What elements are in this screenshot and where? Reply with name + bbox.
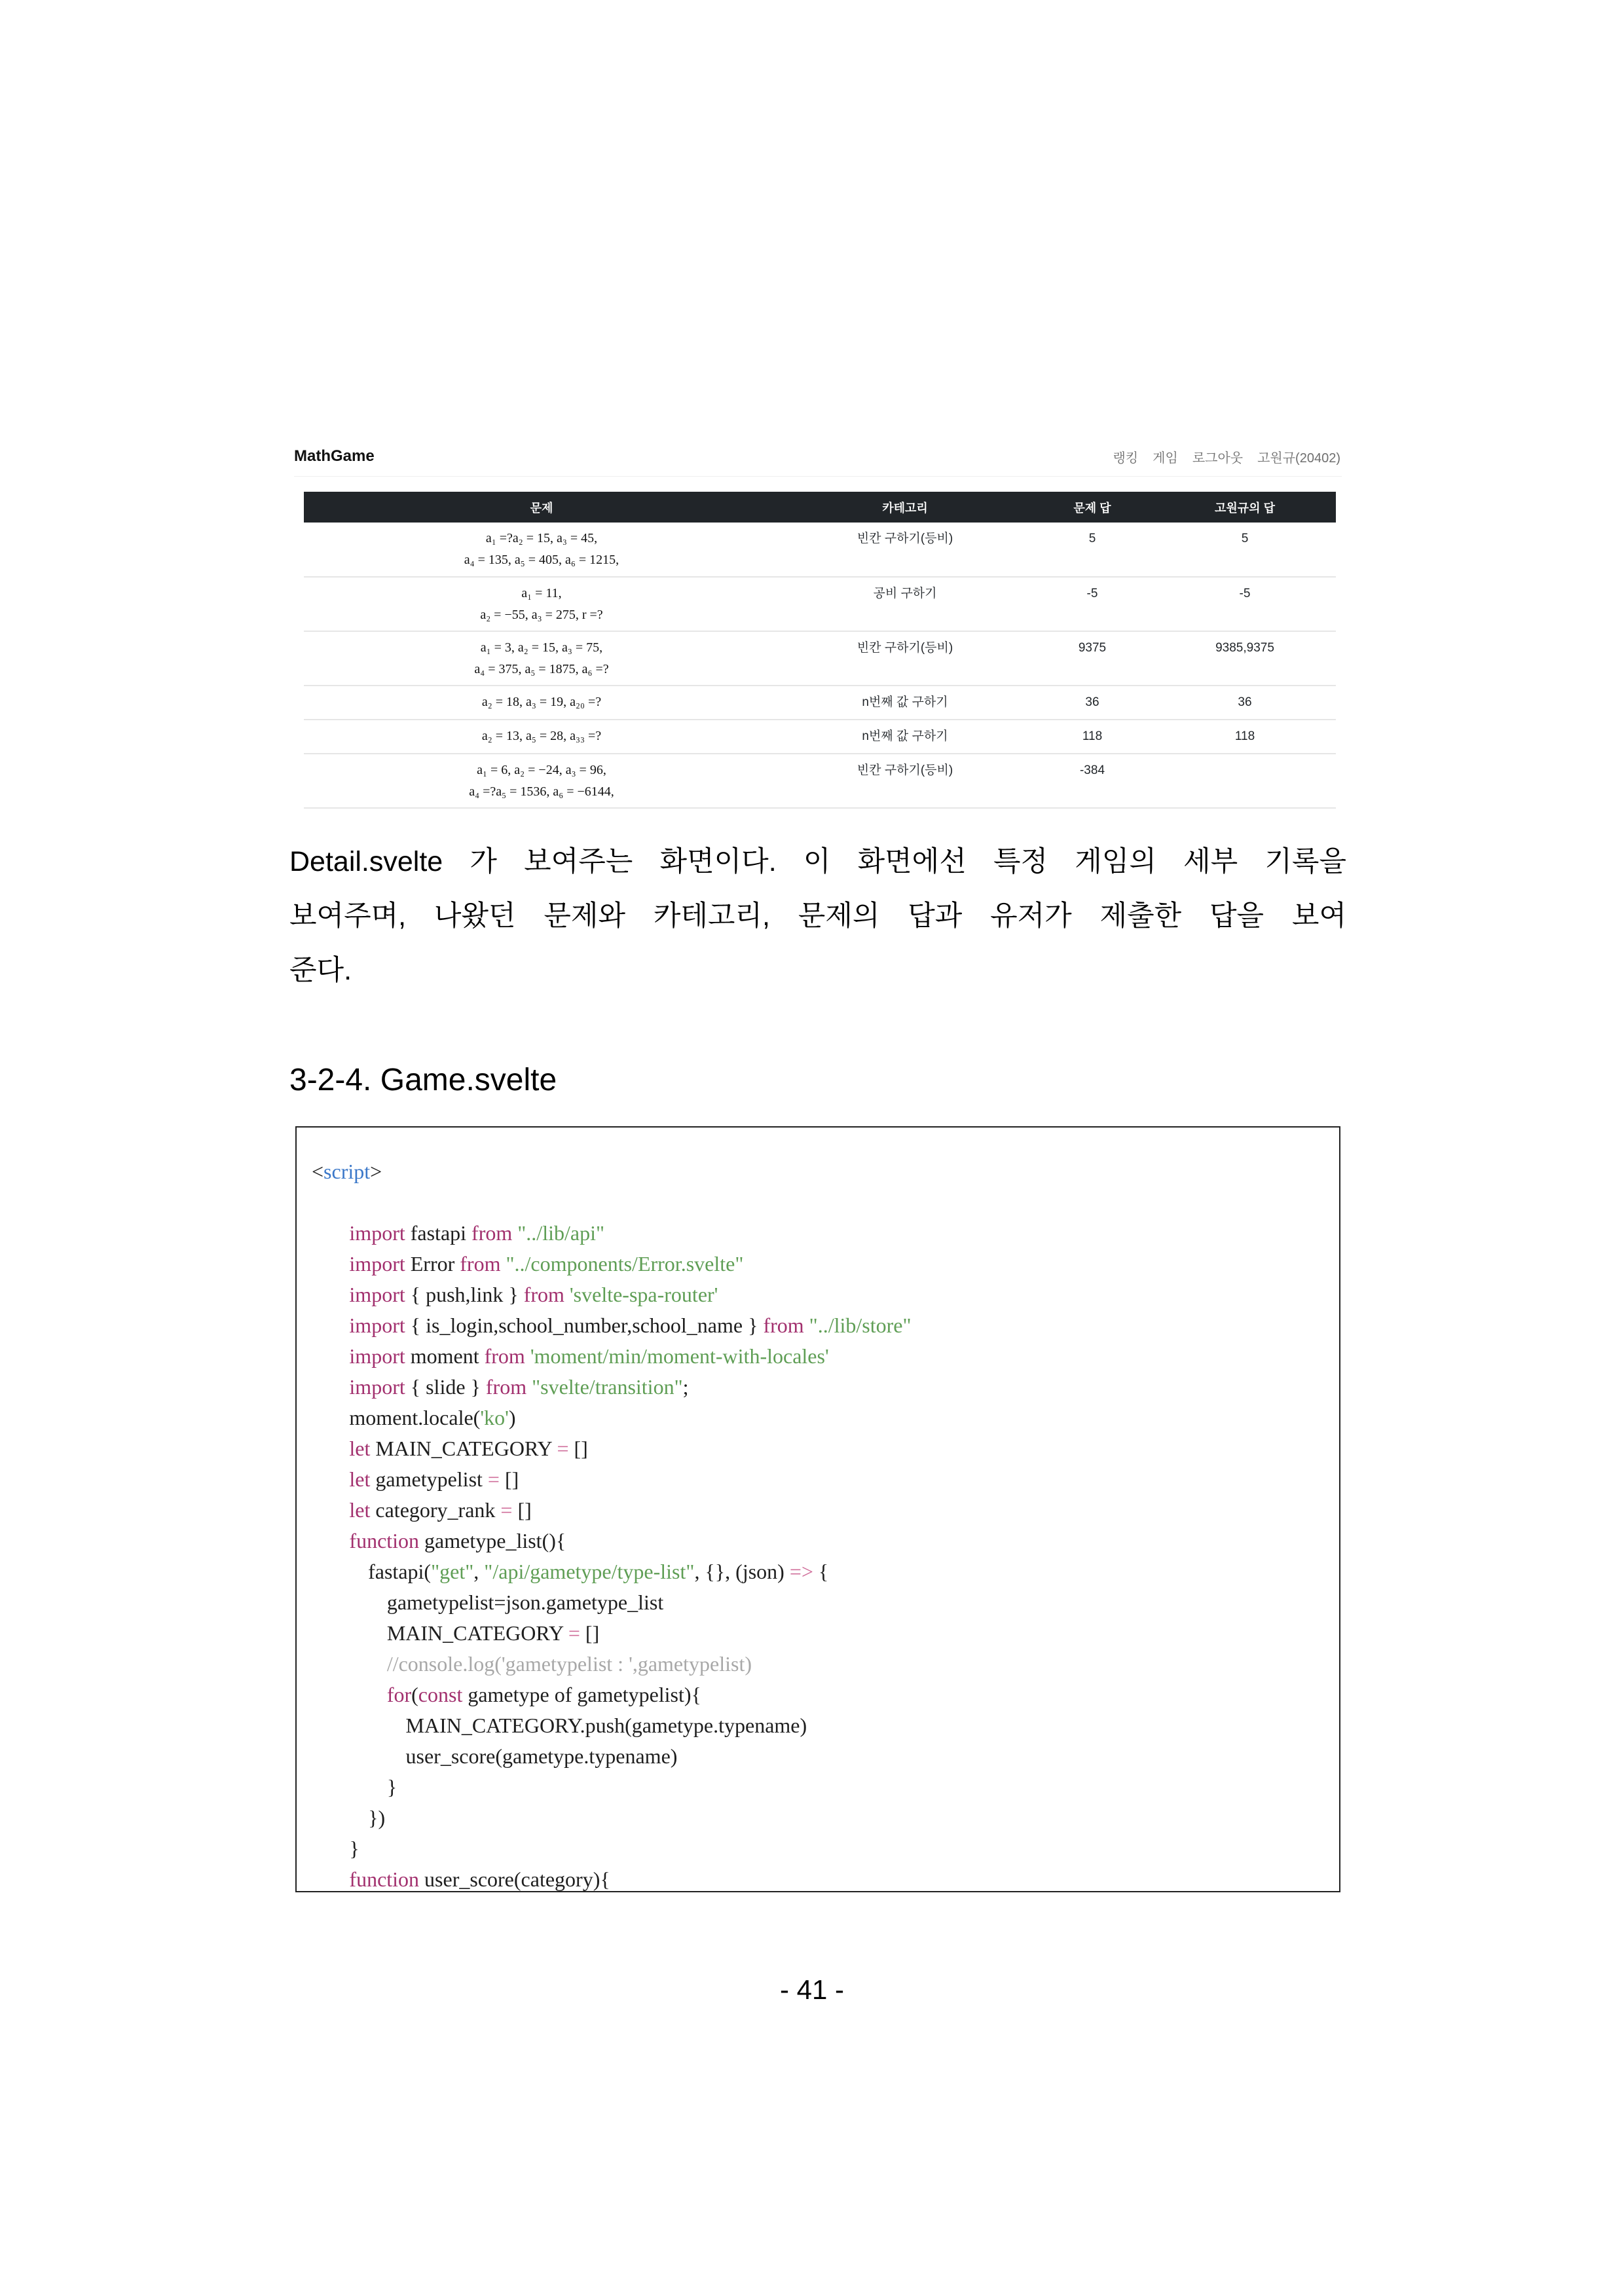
code-token: [] bbox=[499, 1467, 519, 1491]
problem-cell bbox=[304, 577, 779, 631]
answer-cell: 118 bbox=[1031, 720, 1154, 754]
problem-formula-line: a₂ = 18, a₃ = 19, a₂₀ =? bbox=[481, 695, 602, 709]
code-token: //console.log('gametypelist : ',gametypelist) bbox=[312, 1652, 752, 1676]
code-token: fastapi bbox=[405, 1221, 472, 1245]
code-token: } bbox=[312, 1775, 397, 1799]
code-token: [] bbox=[580, 1621, 600, 1645]
code-token: "../lib/api" bbox=[517, 1221, 605, 1245]
code-token: gametype of gametypelist){ bbox=[462, 1683, 701, 1706]
code-line bbox=[312, 1403, 1339, 1433]
problem-formula-line: a₁ = 3, a₂ = 15, a₃ = 75, bbox=[480, 640, 603, 655]
code-token: user_score(category){ bbox=[419, 1867, 610, 1891]
code-token: MAIN_CATEGORY.push(gametype.typename) bbox=[312, 1714, 807, 1737]
code-line bbox=[312, 1741, 1339, 1772]
nav-link-game[interactable]: 게임 bbox=[1153, 450, 1178, 466]
user-answer-cell: -5 bbox=[1154, 577, 1336, 631]
code-token: "/api/gametype/type-list" bbox=[484, 1560, 695, 1583]
code-token: [] bbox=[568, 1437, 588, 1460]
nav-links bbox=[1113, 447, 1340, 466]
code-token: = bbox=[568, 1621, 580, 1645]
problem-formula-line: a₄ =?a₅ = 1536, a₆ = −6144, bbox=[469, 784, 614, 799]
code-line bbox=[312, 1526, 1339, 1556]
code-token: function bbox=[312, 1529, 420, 1552]
nav-user-name[interactable]: 고원규(20402) bbox=[1257, 450, 1340, 466]
code-token: { slide } bbox=[405, 1375, 486, 1399]
code-token: const bbox=[418, 1683, 463, 1706]
table-head bbox=[304, 492, 1336, 523]
category-cell: n번째 값 구하기 bbox=[779, 686, 1031, 720]
category-cell: 공비 구하기 bbox=[779, 577, 1031, 631]
code-token: ; bbox=[682, 1375, 689, 1399]
code-line bbox=[312, 1772, 1339, 1803]
code-token: from bbox=[484, 1344, 525, 1368]
code-token: { bbox=[813, 1560, 829, 1583]
table-row bbox=[304, 523, 1336, 577]
problem-formula-line: a₂ = −55, a₃ = 275, r =? bbox=[480, 608, 603, 622]
answer-cell: 5 bbox=[1031, 523, 1154, 577]
user-answer-cell: 5 bbox=[1154, 523, 1336, 577]
code-line bbox=[312, 1649, 1339, 1680]
header-user-answer: 고원규의 답 bbox=[1154, 492, 1336, 523]
code-token: import bbox=[312, 1252, 405, 1276]
code-token: let bbox=[312, 1467, 371, 1491]
code-token: } bbox=[312, 1837, 360, 1860]
code-line bbox=[312, 1187, 1339, 1218]
code-line bbox=[312, 1341, 1339, 1372]
code-token: }) bbox=[312, 1806, 386, 1829]
category-cell: 빈칸 구하기(등비) bbox=[779, 523, 1031, 577]
code-line bbox=[312, 1433, 1339, 1464]
code-token: MAIN_CATEGORY bbox=[312, 1621, 568, 1645]
code-token: = bbox=[500, 1498, 513, 1522]
table-header-row bbox=[304, 492, 1336, 523]
code-token: fastapi( bbox=[312, 1560, 432, 1583]
table-row bbox=[304, 577, 1336, 631]
header-answer: 문제 답 bbox=[1031, 492, 1154, 523]
code-token: moment bbox=[405, 1344, 485, 1368]
code-token: = bbox=[487, 1467, 500, 1491]
code-token: 'ko' bbox=[480, 1406, 509, 1429]
code-token: = bbox=[557, 1437, 569, 1460]
code-token: "svelte/transition" bbox=[532, 1375, 683, 1399]
section-heading: 3-2-4. Game.svelte bbox=[289, 1063, 557, 1097]
header-category: 카테고리 bbox=[779, 492, 1031, 523]
code-token: moment.locale( bbox=[312, 1406, 481, 1429]
nav-link-ranking[interactable]: 랭킹 bbox=[1113, 450, 1139, 466]
page-number: - 41 - bbox=[779, 1974, 845, 2005]
problem-cell bbox=[304, 523, 779, 577]
category-cell: 빈칸 구하기(등비) bbox=[779, 631, 1031, 686]
answer-cell: -5 bbox=[1031, 577, 1154, 631]
code-token: import bbox=[312, 1375, 405, 1399]
problem-formula-line: a₁ = 11, bbox=[521, 586, 562, 600]
code-token: let bbox=[312, 1437, 371, 1460]
code-line bbox=[312, 1218, 1339, 1249]
answer-cell: 9375 bbox=[1031, 631, 1154, 686]
answer-cell: 36 bbox=[1031, 686, 1154, 720]
user-answer-cell bbox=[1154, 754, 1336, 808]
table-body bbox=[304, 523, 1336, 808]
code-token: from bbox=[763, 1313, 804, 1337]
code-token: ) bbox=[508, 1406, 516, 1429]
code-token bbox=[525, 1344, 530, 1368]
table-row bbox=[304, 631, 1336, 686]
code-token: < bbox=[312, 1160, 324, 1183]
code-line bbox=[312, 1279, 1339, 1310]
code-token: 'svelte-spa-router' bbox=[569, 1283, 718, 1306]
code-token: script bbox=[323, 1160, 371, 1183]
code-token: gametypelist=json.gametype_list bbox=[312, 1590, 664, 1614]
code-token: for bbox=[312, 1683, 412, 1706]
code-line bbox=[312, 1372, 1339, 1403]
category-cell: 빈칸 구하기(등비) bbox=[779, 754, 1031, 808]
brand-logo[interactable]: MathGame bbox=[294, 447, 375, 465]
code-line bbox=[312, 1495, 1339, 1526]
code-token: gametypelist bbox=[370, 1467, 488, 1491]
code-line bbox=[312, 1803, 1339, 1833]
code-token: , bbox=[473, 1560, 485, 1583]
problem-formula-line: a₄ = 375, a₅ = 1875, a₆ =? bbox=[474, 662, 609, 676]
code-line bbox=[312, 1587, 1339, 1618]
user-answer-cell: 118 bbox=[1154, 720, 1336, 754]
code-token: ( bbox=[411, 1683, 418, 1706]
code-token: from bbox=[471, 1221, 513, 1245]
user-answer-cell: 9385,9375 bbox=[1154, 631, 1336, 686]
nav-link-logout[interactable]: 로그아웃 bbox=[1192, 450, 1244, 466]
code-token: "../lib/store" bbox=[809, 1313, 912, 1337]
code-token: "../components/Error.svelte" bbox=[506, 1252, 744, 1276]
code-line bbox=[312, 1310, 1339, 1341]
code-token bbox=[804, 1313, 809, 1337]
paragraph-line: 보여주며, 나왔던 문제와 카테고리, 문제의 답과 유저가 제출한 답을 보여 bbox=[289, 900, 1346, 932]
code-line bbox=[312, 1618, 1339, 1649]
code-token: "get" bbox=[431, 1560, 474, 1583]
code-token: category_rank bbox=[370, 1498, 501, 1522]
code-token: MAIN_CATEGORY bbox=[370, 1437, 557, 1460]
code-line bbox=[312, 1833, 1339, 1864]
table-row bbox=[304, 720, 1336, 754]
user-answer-cell: 36 bbox=[1154, 686, 1336, 720]
code-token: { is_login,school_number,school_name } bbox=[405, 1313, 764, 1337]
code-token: import bbox=[312, 1221, 405, 1245]
code-token: user_score(gametype.typename) bbox=[312, 1744, 678, 1768]
code-token: from bbox=[523, 1283, 564, 1306]
category-cell: n번째 값 구하기 bbox=[779, 720, 1031, 754]
code-block bbox=[295, 1126, 1340, 1892]
code-token: Error bbox=[405, 1252, 460, 1276]
code-token: 'moment/min/moment-with-locales' bbox=[530, 1344, 829, 1368]
code-token: gametype_list(){ bbox=[419, 1529, 566, 1552]
paragraph-line: Detail.svelte 가 보여주는 화면이다. 이 화면에선 특정 게임의 세부 기록을 bbox=[289, 846, 1346, 877]
code-token bbox=[526, 1375, 532, 1399]
problem-cell bbox=[304, 631, 779, 686]
code-token: from bbox=[460, 1252, 501, 1276]
answer-cell: -384 bbox=[1031, 754, 1154, 808]
code-line bbox=[312, 1249, 1339, 1279]
code-token: let bbox=[312, 1498, 371, 1522]
header-problem: 문제 bbox=[304, 492, 779, 523]
code-token: [] bbox=[512, 1498, 532, 1522]
body-paragraph bbox=[289, 835, 1346, 998]
code-token: , {}, (json) bbox=[694, 1560, 790, 1583]
problem-formula-line: a₄ = 135, a₅ = 405, a₆ = 1215, bbox=[464, 553, 619, 567]
code-token: function bbox=[312, 1867, 420, 1891]
code-line bbox=[312, 1556, 1339, 1587]
navbar bbox=[294, 445, 1340, 468]
code-line bbox=[312, 1710, 1339, 1741]
code-line bbox=[312, 1464, 1339, 1495]
problem-formula-line: a₂ = 13, a₅ = 28, a₃₃ =? bbox=[481, 729, 602, 743]
code-token: import bbox=[312, 1313, 405, 1337]
code-line bbox=[312, 1680, 1339, 1710]
problem-formula-line: a₁ =?a₂ = 15, a₃ = 45, bbox=[485, 531, 598, 545]
table-row bbox=[304, 686, 1336, 720]
code-token bbox=[564, 1283, 570, 1306]
results-table bbox=[304, 492, 1336, 809]
problem-cell bbox=[304, 754, 779, 808]
code-line bbox=[312, 1864, 1339, 1892]
paragraph-line: 준다. bbox=[289, 955, 352, 986]
code-token: import bbox=[312, 1283, 405, 1306]
code-token: from bbox=[485, 1375, 527, 1399]
problem-cell bbox=[304, 686, 779, 720]
code-token: { push,link } bbox=[405, 1283, 524, 1306]
code-token: import bbox=[312, 1344, 405, 1368]
problem-cell bbox=[304, 720, 779, 754]
code-token: > bbox=[370, 1160, 382, 1183]
code-line bbox=[312, 1156, 1339, 1187]
problem-formula-line: a₁ = 6, a₂ = −24, a₃ = 96, bbox=[477, 763, 606, 777]
table-row bbox=[304, 754, 1336, 808]
navbar-divider bbox=[294, 476, 1342, 477]
code-token: => bbox=[789, 1560, 813, 1583]
